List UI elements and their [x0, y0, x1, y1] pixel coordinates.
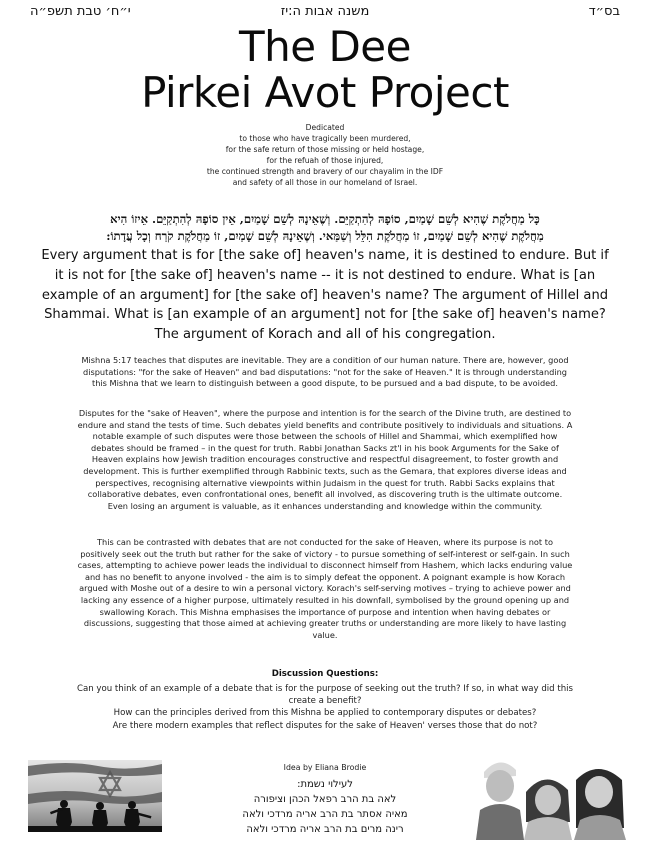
- paragraph-line: development. This is further exemplified through Rabbinic texts, such as the Gemara, that explores diverse ideas and: [83, 465, 567, 476]
- paragraph-line: discussions, suggesting that those aimed at achieving greater truths or understanding are more likely to have lasting: [83, 618, 567, 629]
- page-title-line-2: Pirkei Avot Project: [141, 68, 509, 117]
- question-line: Are there modern examples that reflect disputes for the sake of Heaven' verses those that do not?: [112, 720, 538, 731]
- dedication-block: [0, 122, 650, 188]
- paragraph-line: collaborative debates, even confrontational ones, benefit all involved, as discovering truth is the ultimate outcome.: [87, 489, 563, 500]
- memorial-line: לעילוי נשמת:: [297, 779, 353, 790]
- paragraph-line: value.: [312, 629, 338, 640]
- paragraph-line: Heaven explains how Jewish tradition encourages constructive and respectful disagreement, to foster growth and: [91, 454, 559, 465]
- dedication-line: and safety of all those in our homeland of Israel.: [232, 178, 418, 187]
- dedication-line: for the safe return of those missing or held hostage,: [225, 145, 425, 154]
- portrait-middle: [524, 779, 572, 840]
- paragraph-line: This can be contrasted with debates that are not conducted for the sake of Heaven, where its purpose is not to: [97, 537, 553, 547]
- memorial-line: לאה בת הרב רפאל הכהן וציפורה: [253, 794, 397, 805]
- translation-line: The argument of Korach and all of his congregation.: [154, 327, 496, 343]
- page-title-line-1: The Dee: [239, 22, 411, 71]
- paragraph-line: argued with Moshe out of a desire to win a personal victory. Korach's self-serving motives – trying to achieve power and: [79, 583, 571, 594]
- dedication-line: Dedicated: [305, 123, 345, 132]
- credit-line: Idea by Eliana Brodie: [283, 763, 367, 772]
- portrait-right: [574, 769, 626, 840]
- paragraph-line: debates should be framed – in the quest for truth. Rabbi Jonathan Sacks zt'l in his book Arguments for the Sake of: [91, 442, 559, 453]
- translation-line: Every argument that is for [the sake of] heaven's name, it is destined to endure. But if: [41, 248, 609, 263]
- mishna-reference: משנה אבות ה:יז: [280, 4, 370, 19]
- question-line: How can the principles derived from this Mishna be applied to contemporary disputes or debates?: [113, 708, 537, 719]
- commentary-paragraph-3: [18, 537, 632, 641]
- women-portrait-image: [476, 752, 626, 840]
- dedication-line: the continued strength and bravery of our chayalim in the IDF: [206, 167, 444, 176]
- bsd-mark: בס״ד: [588, 4, 620, 19]
- question-line: Can you think of an example of a debate that is for the purpose of seeking out the truth? If so, in what way did this: [76, 684, 574, 694]
- discussion-heading: Discussion Questions:: [271, 669, 379, 679]
- discussion-questions: [20, 683, 630, 732]
- memorial-block: [200, 777, 450, 837]
- question-line: create a benefit?: [288, 696, 362, 707]
- dedication-line: for the refuah of those injured,: [266, 156, 384, 165]
- translation-line: example of an argument] for [the sake of] heaven's name? The argument of Hillel and: [41, 287, 609, 303]
- paragraph-line: cases, attempting to achieve power leads the individual to disconnect himself from Hashem, which lacks enduring value: [77, 560, 573, 571]
- paragraph-line: and has no benefit to anyone involved - the aim is to simply defeat the opponent. A poignant example is how Korach: [84, 571, 566, 582]
- paragraph-line: this Mishna that we learn to distinguish between a good dispute, to be pursued and a bad dispute, to be avoided.: [92, 378, 558, 389]
- commentary-paragraph-1: [18, 355, 632, 390]
- hebrew-line: מַחֲלֹקֶת שֶׁהִיא לְשֵׁם שָׁמַיִם, זוֹ מַחֲלֹקֶת הִלֵּל וְשַׁמַּאי. וְשֶׁאֵינָהּ לְשֵׁם שָׁמַיִם, זוֹ מַחֲלֹקֶת קֹרַח וְכָל עֲדָתוֹ:: [106, 228, 544, 243]
- paragraph-line: swallowing Korach. This Mishna emphasises the importance of purpose and intention when having debates or: [99, 606, 551, 617]
- paragraph-line: lacking any essence of a higher purpose, ultimately resulted in his downfall, symbolised by the ground opening up and: [80, 594, 570, 605]
- dedication-line: to those who have tragically been murdered,: [239, 134, 411, 143]
- paragraph-line: perspectives, recognising alternative viewpoints within Judaism in the quest for truth. Rabbi Sacks explains that: [95, 477, 555, 488]
- paragraph-line: Disputes for the "sake of Heaven", where the purpose and intention is for the search of the Divine truth, are destined to: [78, 408, 572, 418]
- portrait-illustration: [476, 752, 626, 840]
- mishna-translation: [18, 246, 632, 345]
- paragraph-line: endure and stand the tests of time. Such debates yield benefits and contribute positively to individuals and situations. A: [77, 419, 573, 430]
- header-row: [0, 4, 650, 24]
- paragraph-line: notable example of such disputes were those between the schools of Hillel and Shammai, which exemplified how: [92, 431, 558, 442]
- paragraph-line: positively seek out the truth but rather for the sake of victory - to pursue something of self-interest or self-gain. In such: [80, 548, 570, 559]
- translation-line: Shammai. What is [an example of an argument] not for [the sake of] heaven's name?: [44, 307, 606, 323]
- hebrew-date: י״ח׳ טבת תשפ״ה: [30, 4, 131, 19]
- mishna-hebrew-text: [20, 211, 630, 244]
- hebrew-line: כָּל מַחֲלֹקֶת שֶׁהִיא לְשֵׁם שָׁמַיִם, סוֹפָהּ לְהִתְקַיֵּם. וְשֶׁאֵינָהּ לְשֵׁם שָׁמַיִם, אֵין סוֹפָהּ לְהִתְקַיֵּם. אֵיזוֹ הִיא: [110, 212, 540, 226]
- paragraph-line: disputations: "for the sake of Heaven" and bad disputations: "not for the sake of Heaven." It is through understanding: [83, 366, 567, 377]
- paragraph-line: Even losing an argument is valuable, as it enhances understanding and knowledge within the community.: [107, 500, 543, 511]
- translation-line: it is not for [the sake of] heaven's name -- it is not destined to endure. What is [an: [54, 267, 596, 283]
- memorial-line: רינה מרים בת הרב אריה מרדכי ולאה: [246, 824, 404, 835]
- commentary-paragraph-2: [18, 408, 632, 512]
- paragraph-line: Mishna 5:17 teaches that disputes are inevitable. They are a condition of our human nature. There are, however, good: [81, 355, 569, 365]
- memorial-line: מאיה אסתר בת הרב אריה מרדכי ולאה: [242, 809, 408, 820]
